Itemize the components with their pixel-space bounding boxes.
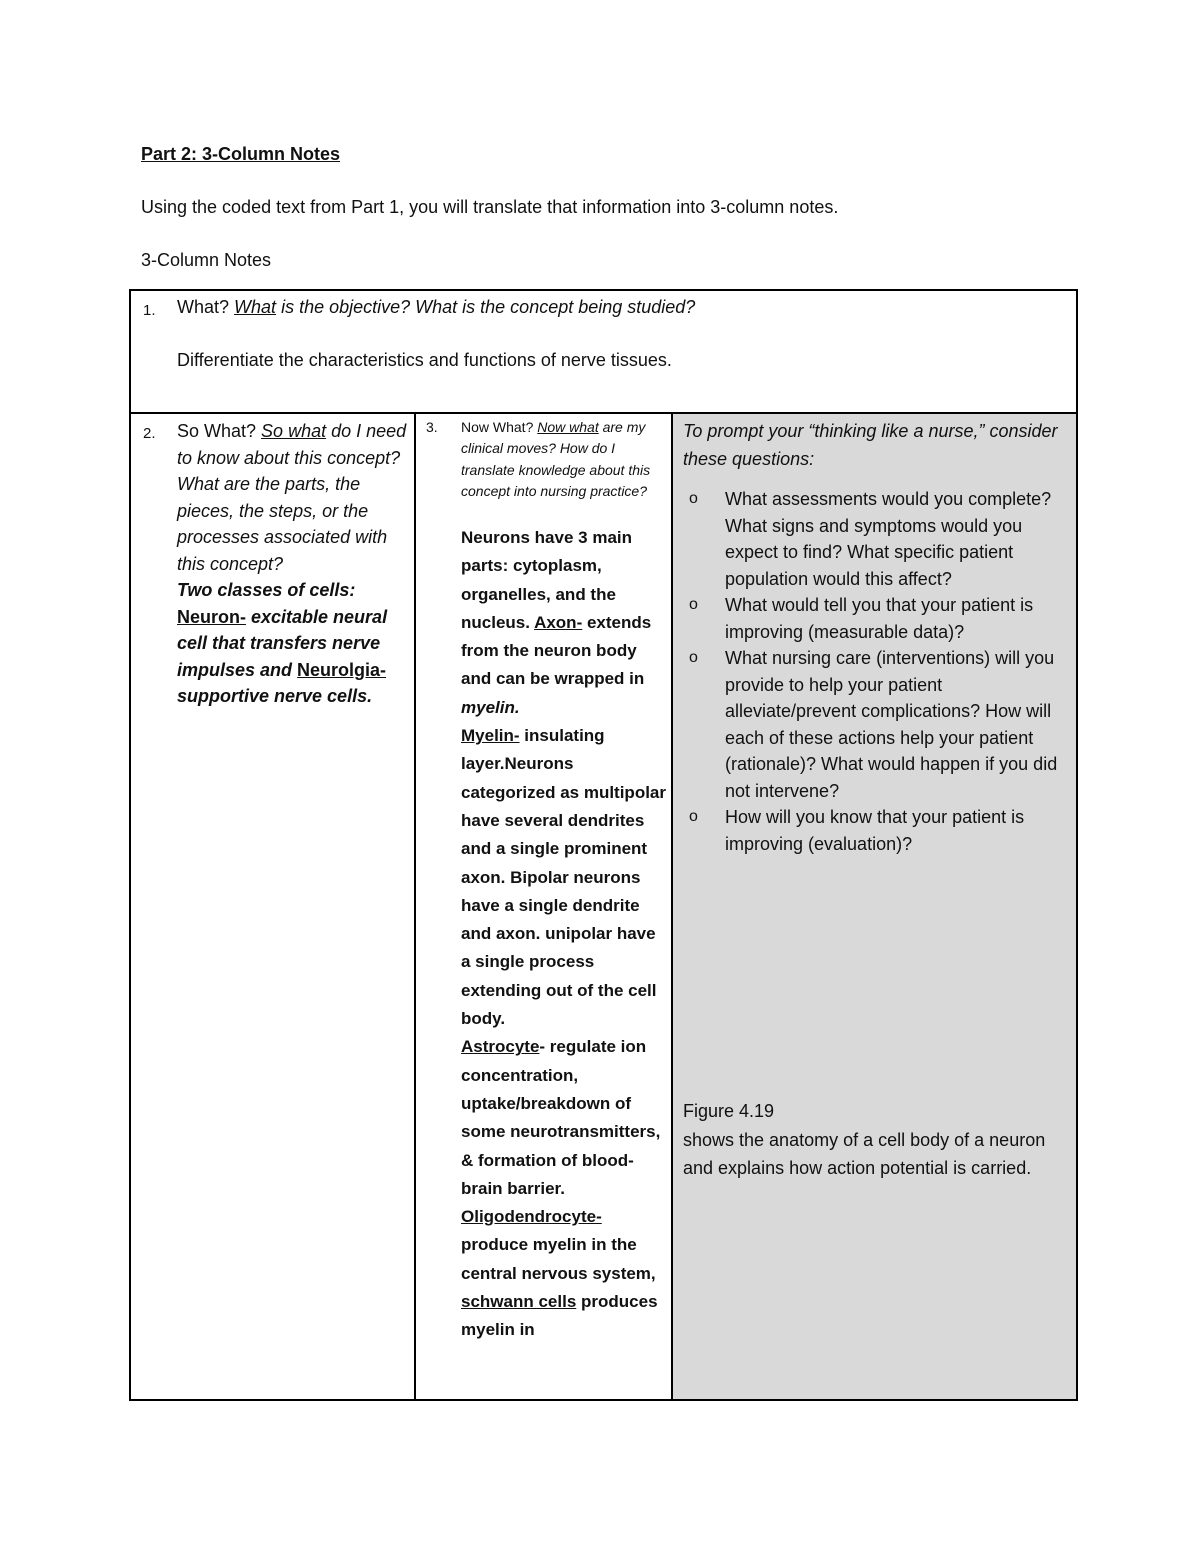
row-number: 1. bbox=[143, 302, 156, 319]
neuroglia-term: Neurolgia- bbox=[297, 659, 387, 680]
figure-description: shows the anatomy of a cell body of a neuron and explains how action potential is carried. bbox=[683, 1129, 1046, 1178]
list-item bbox=[683, 645, 1068, 804]
so-what-question: do I need to know about this concept? What are the parts, the pieces, the steps, or the processes associated with this concept? bbox=[177, 421, 407, 574]
table-caption: 3-Column Notes bbox=[141, 250, 272, 270]
now-what-answer bbox=[461, 524, 669, 1345]
astrocyte-definition: - regulate ion concentration, uptake/breakdown of some neurotransmitters, & formation of blood-brain barrier. bbox=[461, 1037, 661, 1198]
now-what-question bbox=[461, 417, 666, 502]
thinking-prompt-column bbox=[673, 414, 1076, 1399]
page-heading: Part 2: 3-Column Notes bbox=[141, 144, 341, 164]
prompt-question-list bbox=[683, 486, 1068, 857]
axon-term: Axon- bbox=[534, 612, 583, 632]
bullet-icon: o bbox=[689, 808, 698, 825]
oligodendrocyte-term: Oligodendrocyte- bbox=[461, 1207, 602, 1227]
so-what-label: So What? bbox=[177, 421, 262, 441]
astrocyte-term: Astrocyte bbox=[461, 1037, 540, 1057]
what-answer: Differentiate the characteristics and functions of nerve tissues. bbox=[177, 350, 672, 370]
myelin-word: myelin. bbox=[461, 697, 520, 717]
now-what-question-text: are my clinical moves? How do I translate knowledge about this concept into nursing practice? bbox=[461, 419, 651, 499]
now-what-label: Now What? bbox=[461, 419, 538, 435]
prompt-intro: To prompt your “thinking like a nurse,” consider these questions: bbox=[683, 421, 1058, 469]
what-question bbox=[177, 297, 695, 318]
bullet-icon: o bbox=[689, 596, 698, 613]
neuroglia-definition: supportive nerve cells. bbox=[177, 686, 373, 706]
prompt-question: What nursing care (interventions) will you provide to help your patient alleviate/prevent complications? How will each of these actions help your patient (rationale)? What would happen if you did not intervene? bbox=[725, 648, 1058, 801]
prompt-question: How will you know that your patient is improving (evaluation)? bbox=[725, 807, 1025, 854]
so-what-answer-intro: Two classes of cells: bbox=[177, 580, 356, 600]
bullet-icon: o bbox=[689, 490, 698, 507]
column-number: 3. bbox=[426, 419, 438, 435]
oligodendrocyte-definition: produce myelin in the central nervous system, bbox=[461, 1235, 656, 1283]
so-what-content bbox=[177, 418, 409, 710]
figure-label: Figure 4.19 bbox=[683, 1101, 775, 1121]
list-item bbox=[683, 592, 1068, 645]
so-what-column bbox=[131, 414, 416, 1399]
now-what-column bbox=[416, 414, 673, 1399]
schwann-term: schwann cells bbox=[461, 1292, 577, 1312]
so-what-keyword: So what bbox=[261, 421, 327, 441]
list-item bbox=[683, 486, 1068, 592]
axon-definition: extends from the neuron body and can be wrapped in bbox=[461, 612, 652, 689]
neuron-parts-text: Neurons have 3 main parts: cytoplasm, organelles, and the nucleus. bbox=[461, 528, 633, 632]
figure-note bbox=[683, 1097, 1068, 1183]
three-column-notes-table bbox=[129, 289, 1078, 1401]
prompt-question: What would tell you that your patient is improving (measurable data)? bbox=[725, 595, 1034, 642]
now-what-keyword: Now what bbox=[537, 419, 599, 435]
bullet-icon: o bbox=[689, 649, 698, 666]
schwann-definition: produces myelin in bbox=[461, 1292, 658, 1340]
what-row bbox=[131, 291, 1076, 414]
list-item bbox=[683, 804, 1068, 857]
neuron-definition: excitable neural cell that transfers nerve impulses and bbox=[177, 606, 388, 680]
column-number: 2. bbox=[143, 425, 156, 442]
intro-paragraph: Using the coded text from Part 1, you will translate that information into 3-column notes. bbox=[141, 197, 839, 217]
myelin-term: Myelin- bbox=[461, 726, 520, 746]
myelin-definition: insulating layer.Neurons categorized as multipolar have several dendrites and a single prominent axon. Bipolar neurons have a single dendrite and axon. unipolar have a single process extending out of the cell body. bbox=[461, 726, 666, 1029]
prompt-question: What assessments would you complete? What signs and symptoms would you expect to find? What specific patient population would this affect? bbox=[725, 489, 1052, 589]
neuron-term: Neuron- bbox=[177, 606, 246, 627]
what-label: What? bbox=[177, 297, 230, 317]
what-keyword: What bbox=[234, 297, 277, 317]
what-question-text: is the objective? What is the concept being studied? bbox=[276, 297, 696, 317]
